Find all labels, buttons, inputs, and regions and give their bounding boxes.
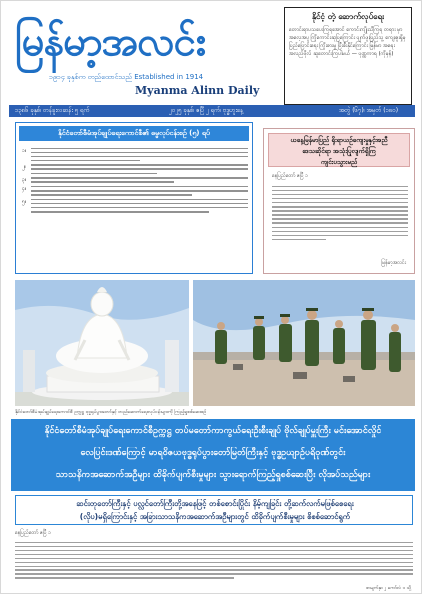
date-gregorian: ၂၀၂၅ ခုနှစ်၊ ဧပြီ ၂ ရက်၊ ဗုဒ္ဓဟူးနေ့	[169, 107, 244, 114]
text-line	[15, 558, 413, 559]
text-line	[272, 235, 408, 237]
text-line	[272, 239, 326, 241]
photo-caption: နိုင်ငံတော်စီမံအုပ်ချုပ်ရေးကောင်စီ ဥက္ကဋ္ဌ ဗုဒ္ဓရုပ်ပွားတော်နှင့် တည်ဆောက်ရေးလုပ်ငန်းများကို ကြည့်ရှုစစ်ဆေးစဉ်	[15, 410, 207, 415]
bottom-story-body	[15, 539, 413, 581]
text-line	[31, 186, 248, 188]
text-line	[31, 156, 248, 158]
committee-box	[15, 122, 253, 274]
committee-paragraph	[22, 164, 248, 174]
bottom-story-byline: နေပြည်တော် ဧပြီ ၁	[15, 530, 51, 536]
main-headline-line: သာသနိကအဆောက်အဦများ ထိခိုက်ပျက်စီးမှုများ သွားရောက်ကြည့်ရှုစစ်ဆေးပြီး လိုအပ်သည်များ	[55, 470, 371, 480]
motto-title: နိုင်ငံ့ တဲ့ ဆောက်လုပ်ရေး	[311, 12, 385, 21]
text-line	[31, 194, 192, 196]
paragraph-number: ၁။	[22, 147, 27, 154]
text-line	[31, 207, 248, 209]
text-line	[272, 222, 408, 224]
paragraph-number: ၂။	[22, 164, 26, 171]
text-line	[31, 199, 248, 201]
text-line	[15, 577, 234, 578]
text-line	[15, 566, 413, 567]
right-story-byline: နေပြည်တော် ဧပြီ ၁	[272, 173, 308, 179]
paragraph-number: ၅။	[22, 198, 27, 205]
committee-body	[22, 145, 248, 216]
text-line	[15, 546, 413, 547]
text-line	[31, 211, 209, 213]
subheadline-line: (လိုပ)မရှိကြောင်းနှင့် အခြားသာသနိကအဆောက်အဦများတွင် ထိခိုက်ပျက်စီးမှုများ စိစစ်ဆောင်ရွက်	[79, 512, 351, 521]
main-headline-banner	[11, 419, 415, 491]
main-headline-line: လေပြင်းဒဏ်ကြောင့် မာရဝိဇယဗုဒ္ဓရုပ်ပွားတော်မြတ်ကြီးနှင့် ဗုဒ္ဓဥယျာဉ်ပရိဝုဏ်တွင်း	[80, 448, 346, 458]
text-line	[272, 231, 408, 233]
main-headline-line: နိုင်ငံတော်စီမံအုပ်ချုပ်ရေးကောင်စီဥက္ကဋ္ဌ တပ်မတော်ကာကွယ်ရေးဦးစီးချုပ် ဗိုလ်ချုပ်မှူးကြီး မင်းအောင်လှိုင်	[44, 426, 382, 436]
continued-note: စာမျက်နှာ ၂ ကော်လံ ၁ သို့	[366, 586, 411, 591]
text-line	[15, 554, 413, 555]
right-story	[263, 128, 415, 274]
committee-paragraph	[22, 199, 248, 213]
text-line	[31, 181, 174, 183]
masthead-established: ၁၉၁၄ ခုနှစ်က တည်ထောင်သည် Established in 1914	[49, 73, 204, 81]
text-line	[272, 214, 408, 216]
masthead-english-title: Myanma Alinn Daily	[135, 84, 260, 97]
paragraph-number: ၄။	[22, 185, 27, 192]
date-bar	[9, 105, 415, 117]
text-line	[272, 186, 408, 188]
text-line	[272, 227, 408, 229]
text-line	[272, 218, 408, 220]
masthead-title: မြန်မာ့အလင်း	[15, 18, 206, 65]
text-line	[272, 210, 408, 212]
committee-paragraph	[22, 186, 248, 196]
text-line	[272, 198, 408, 200]
motto-body: တောင်းရာပသပေးကြရအောင် ကောင်းကျိုးသိကြရ တရား မှာအလေ့အပူ ကြိုကောင်းဆုပြကြောင်း ပျက်ဖူးပြည်သူ့ ကျေးဇူးရှိမှ ပြည်ပြောင်းရေး ကြိုးစားမှု ပြီးစီးနိုင်ကြောင်း မြန်မာ အရေး အလည်ဗိုလ် ဆူတောင်းကြပါမယ် — ပုဏ္ဏကာရ (ကိုမှန်)	[289, 27, 406, 57]
text-line	[31, 177, 248, 179]
text-line	[31, 148, 248, 150]
text-line	[15, 542, 413, 543]
right-story-body	[272, 183, 408, 243]
text-line	[272, 206, 408, 208]
subheadline-line: ဆင်းတုတော်ကြီးနှင့် ပလ္လင်တော်ကြီးတို့အနေဖြင့် တစ်စောင်းပြိုင်း နိမ့်ကျခြင်း တို့ဆက်လက်မဖြစ်စေရေး	[76, 499, 354, 508]
text-line	[31, 160, 140, 162]
text-line	[15, 562, 413, 563]
headline-line: ဒေသဆိုင်ရာ အသုံးပြုလျက်ရှိကြ	[302, 147, 376, 155]
text-line	[31, 152, 248, 154]
text-line	[31, 203, 248, 205]
text-line	[272, 190, 408, 192]
volume-number: အတွဲ (၆၇)၊ အမှတ် (၁၈၀)	[339, 107, 399, 114]
text-line	[31, 164, 248, 166]
masthead	[15, 11, 275, 103]
text-line	[31, 168, 248, 170]
right-story-signature: မြန်မာ့အလင်း	[381, 260, 406, 266]
text-line	[31, 173, 157, 175]
text-line	[31, 190, 248, 192]
officials-inspection-photo	[193, 280, 415, 406]
headline-line: ကျင်းပသွားမည်	[320, 158, 358, 166]
paragraph-number: ၃။	[22, 177, 27, 184]
text-line	[272, 194, 408, 196]
committee-paragraph	[22, 177, 248, 183]
text-line	[15, 569, 413, 570]
text-line	[15, 550, 413, 551]
committee-paragraph	[22, 148, 248, 162]
committee-heading: နိုင်ငံတော်စီမံအုပ်ချုပ်ရေးကောင်စီ၏ ဓမ္မလုပ်ငန်းစဉ် (၅) ရပ်	[19, 126, 249, 141]
subheadline-box	[15, 495, 413, 525]
right-story-headline	[268, 133, 410, 167]
motto-box	[284, 7, 412, 105]
date-myanmar: ၁၃၈၆ ခုနှစ်၊ တန်ခူးလဆန်း ၅ ရက်	[15, 107, 90, 114]
headline-line: ယနေ့မြန်မာပြည် ရိုးရာယဉ်ကျေးမှုနှင့်အညီ	[290, 136, 388, 144]
text-line	[272, 202, 408, 204]
text-line	[15, 573, 413, 574]
buddha-statue-photo	[15, 280, 189, 406]
